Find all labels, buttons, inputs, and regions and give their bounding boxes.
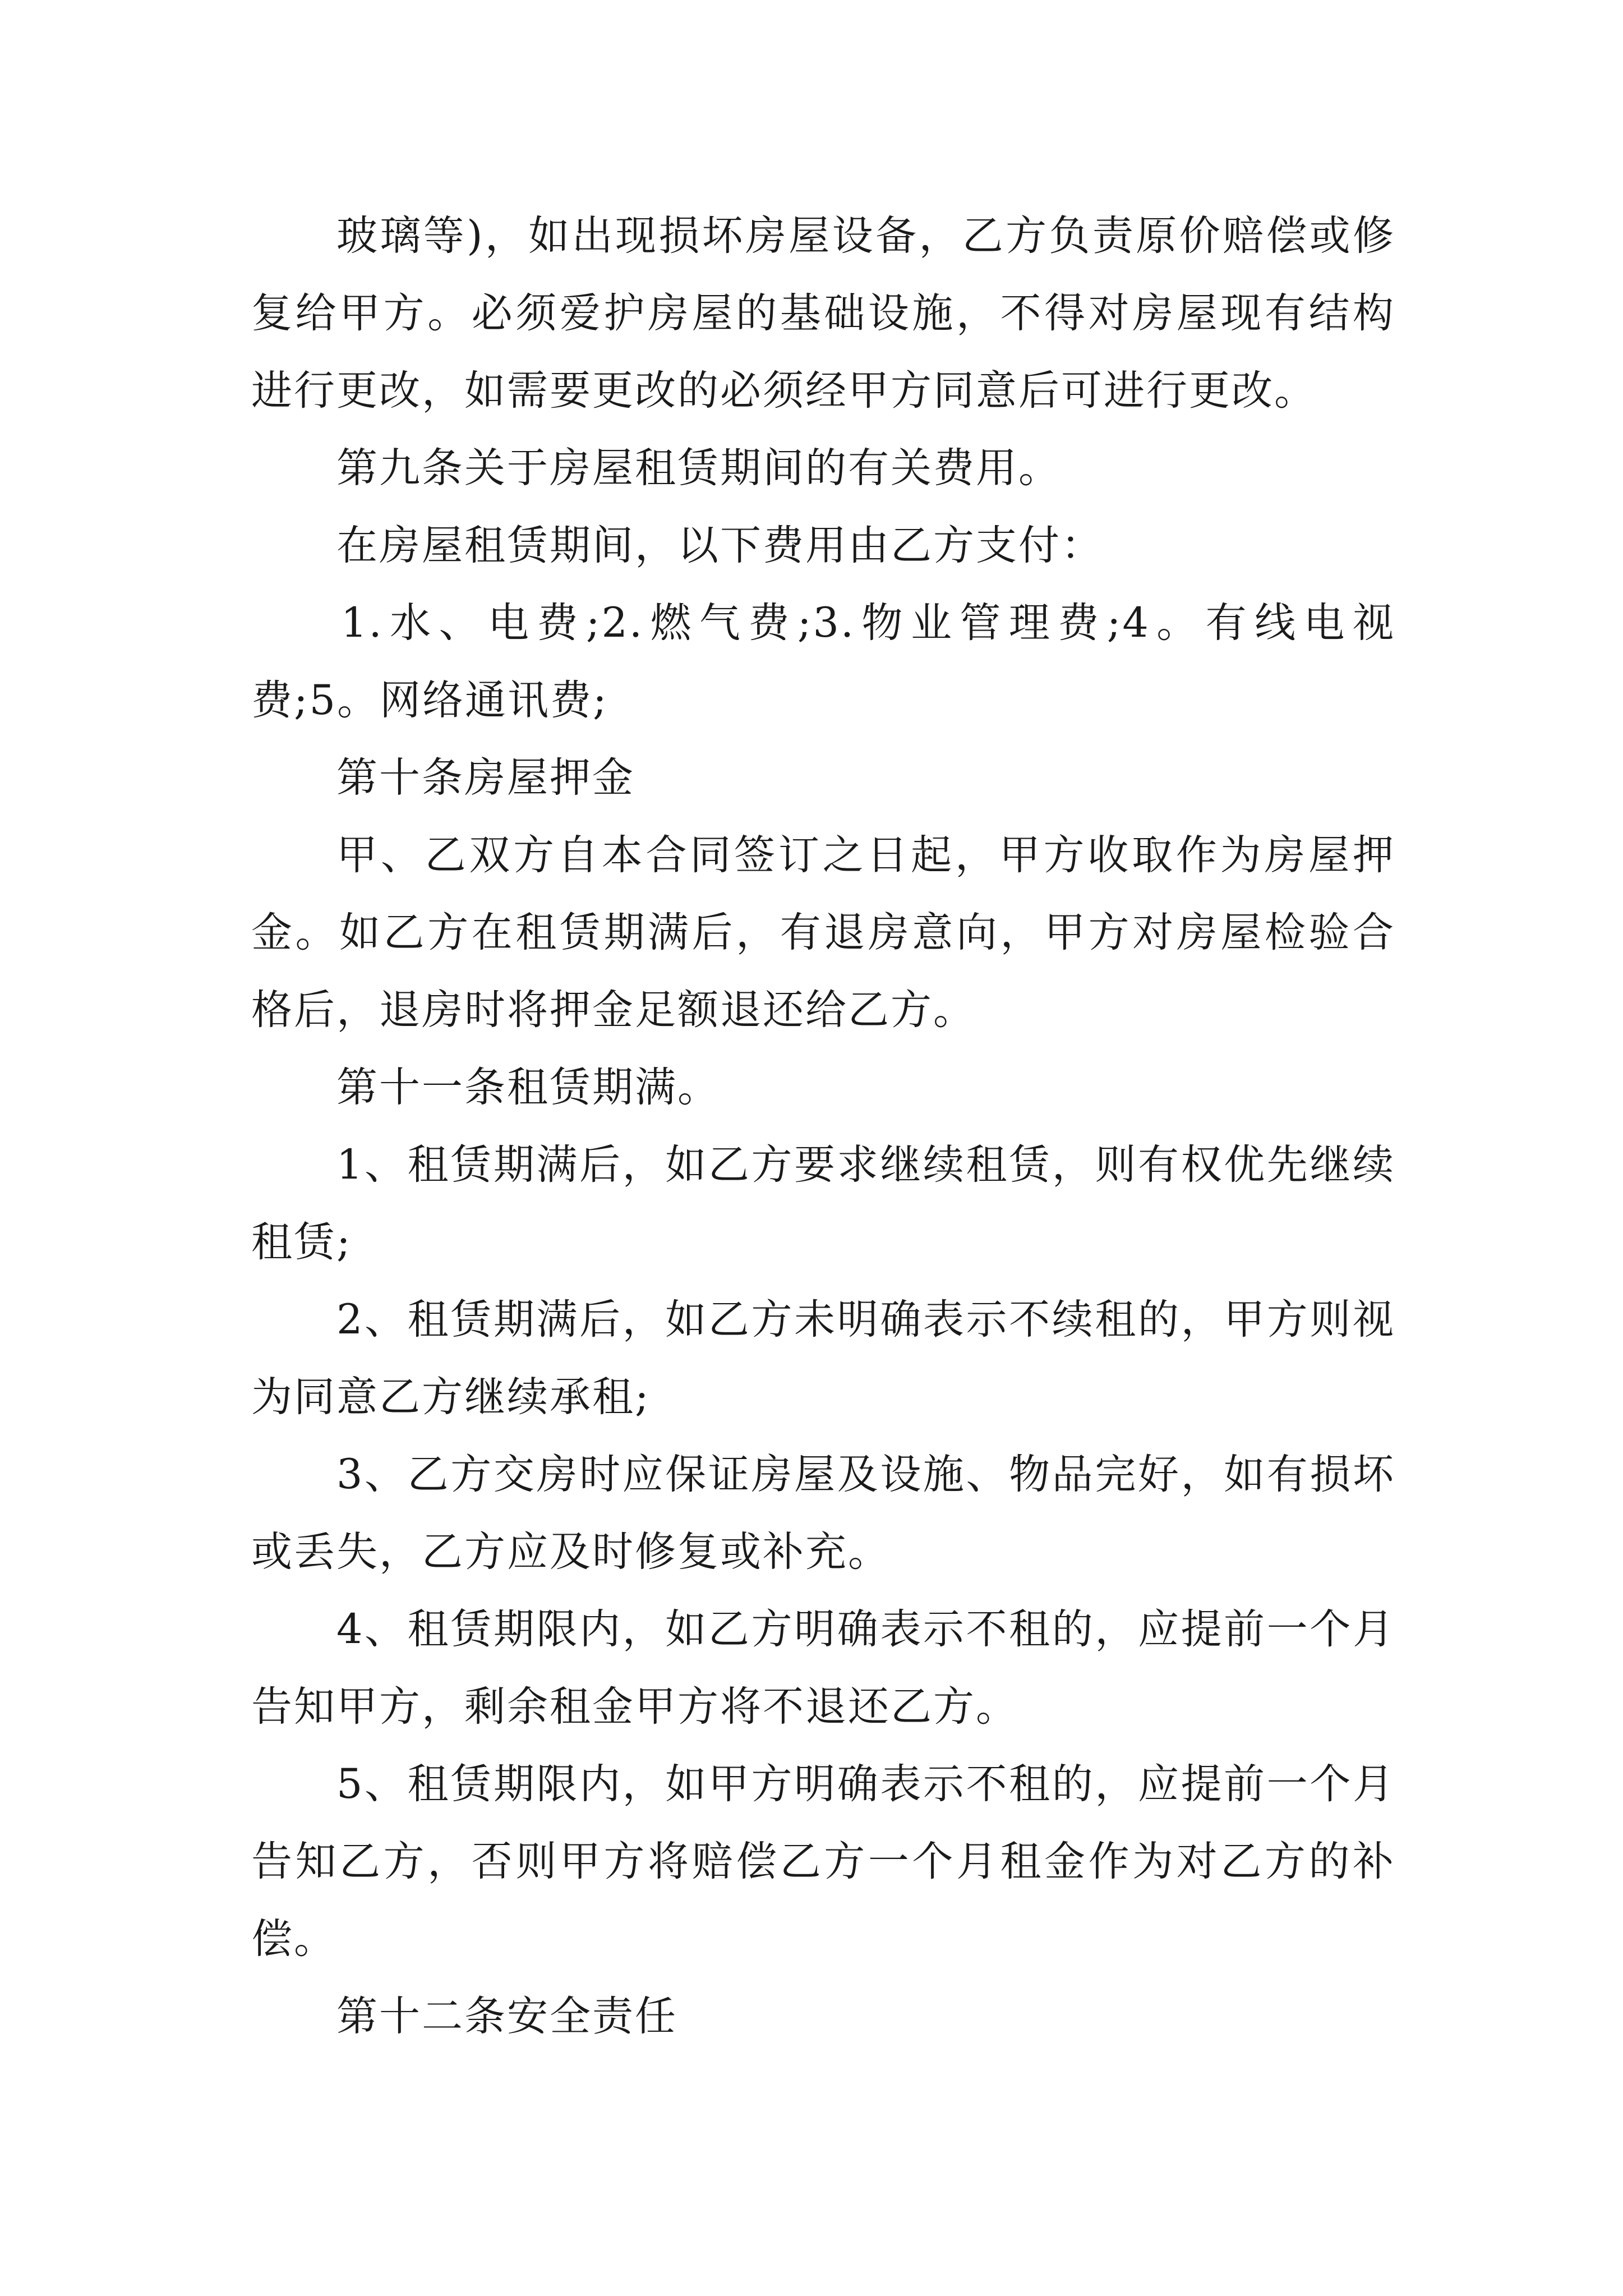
paragraph-deposit: 甲、乙双方自本合同签订之日起，甲方收取作为房屋押金。如乙方在租赁期满后，有退房意向，甲方对房屋检验合格后，退房时将押金足额退还给乙方。 <box>251 831 1395 1034</box>
paragraph-clause-2: 2、租赁期满后，如乙方未明确表示不续租的，甲方则视为同意乙方继续承租; <box>251 1296 1395 1421</box>
paragraph-clause-1: 1、租赁期满后，如乙方要求继续租赁，则有权优先继续租赁; <box>251 1141 1395 1266</box>
paragraph-clause-3: 3、乙方交房时应保证房屋及设施、物品完好，如有损坏或丢失，乙方应及时修复或补充。 <box>251 1451 1395 1576</box>
paragraph-clause-4: 4、租赁期限内，如乙方明确表示不租的，应提前一个月告知甲方，剩余租金甲方将不退还乙方。 <box>251 1605 1395 1731</box>
paragraph-fees-intro: 在房屋租赁期间，以下费用由乙方支付： <box>336 522 1104 569</box>
document-body <box>251 197 1395 2055</box>
heading-article-9: 第九条关于房屋租赁期间的有关费用。 <box>336 444 1061 492</box>
paragraph-fees-list: 1.水、电费;2.燃气费;3.物业管理费;4。有线电视费;5。网络通讯费; <box>251 599 1395 724</box>
paragraph-clause-5: 5、租赁期限内，如甲方明确表示不租的，应提前一个月告知乙方，否则甲方将赔偿乙方一个月租金作为对乙方的补偿。 <box>251 1760 1395 1963</box>
heading-article-10: 第十条房屋押金 <box>336 754 635 802</box>
heading-article-12: 第十二条安全责任 <box>336 1993 677 2040</box>
paragraph-damage-liability: 玻璃等)，如出现损坏房屋设备，乙方负责原价赔偿或修复给甲方。必须爱护房屋的基础设施，不得对房屋现有结构进行更改，如需要更改的必须经甲方同意后可进行更改。 <box>251 212 1395 415</box>
heading-article-11: 第十一条租赁期满。 <box>336 1064 720 1111</box>
